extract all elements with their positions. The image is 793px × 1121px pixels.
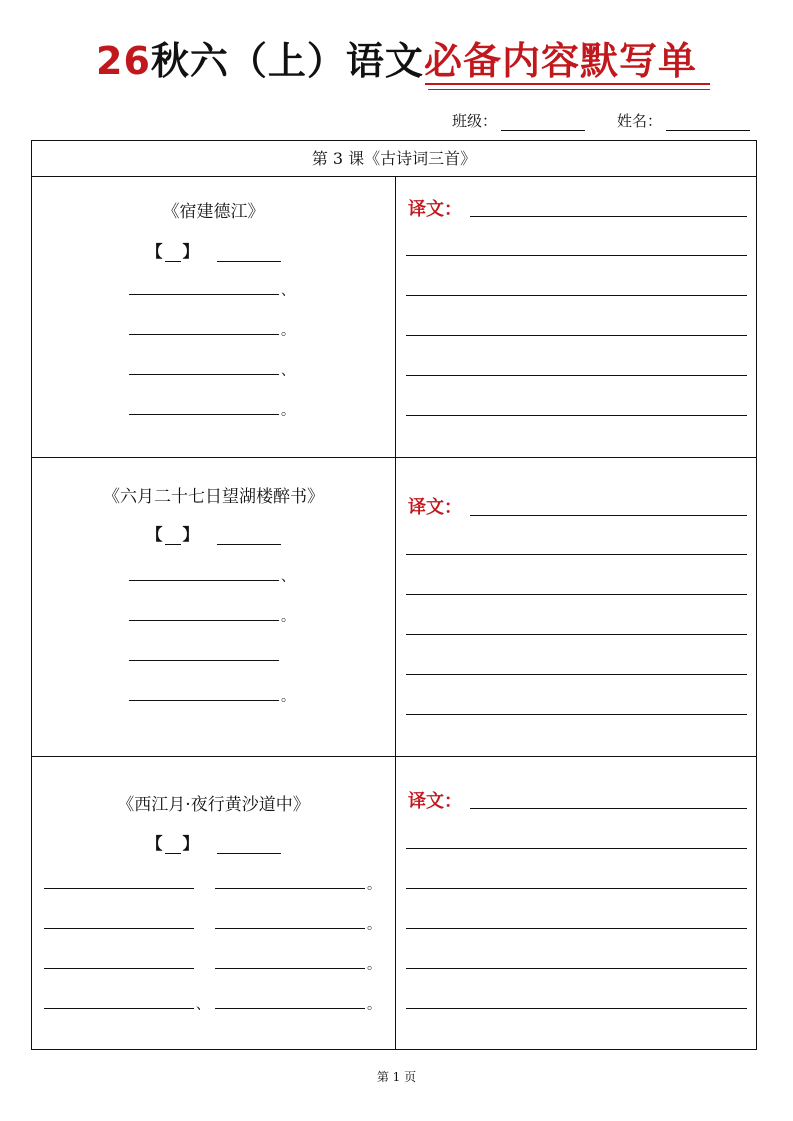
translation-line[interactable] (406, 714, 747, 715)
verse-blank[interactable] (129, 660, 279, 661)
bracket-open: 【 (146, 242, 163, 261)
bracket-close: 】 (182, 242, 199, 261)
class-field (452, 110, 585, 131)
title-underline (425, 83, 710, 85)
verse-punct: 。 (367, 877, 381, 893)
translation-line[interactable] (406, 674, 747, 675)
title-grade-subject: 秋六（上）语文 (150, 39, 424, 83)
lesson-title: 第 3 课《古诗词三首》 (32, 141, 756, 177)
translation-line[interactable] (406, 888, 747, 889)
author-blank[interactable] (217, 528, 281, 545)
verse-blank[interactable] (44, 1008, 194, 1009)
poem-title: 《西江月·夜行黄沙道中》 (117, 795, 310, 815)
translation-line[interactable] (406, 554, 747, 555)
translation-line[interactable] (406, 415, 747, 416)
dynasty-blank[interactable] (165, 530, 181, 545)
verse-blank[interactable] (129, 334, 279, 335)
translation-label: 译文： (408, 497, 462, 518)
bracket-open: 【 (146, 834, 163, 853)
row-divider (32, 756, 756, 757)
verse-blank[interactable] (129, 374, 279, 375)
verse-punct: 、 (281, 283, 295, 299)
title-sheet-name: 必备内容默写单 (423, 39, 697, 83)
verse-punct: 。 (281, 403, 295, 419)
verse-blank[interactable] (215, 928, 365, 929)
translation-line[interactable] (406, 1008, 747, 1009)
author-field (32, 831, 395, 854)
worksheet-table (31, 140, 757, 1050)
verse-blank[interactable] (215, 968, 365, 969)
verse-punct: 。 (281, 609, 295, 625)
verse-blank[interactable] (44, 888, 194, 889)
verse-punct: 。 (367, 957, 381, 973)
author-blank[interactable] (217, 245, 281, 262)
verse-blank[interactable] (44, 928, 194, 929)
translation-line[interactable] (406, 335, 747, 336)
verse-punct: 、 (281, 363, 295, 379)
name-blank[interactable] (666, 114, 750, 131)
class-blank[interactable] (501, 114, 585, 131)
title-underline-thin (428, 89, 710, 90)
translation-line[interactable] (406, 255, 747, 256)
author-blank[interactable] (217, 837, 281, 854)
verse-blank[interactable] (215, 1008, 365, 1009)
verse-punct: 。 (281, 689, 295, 705)
translation-line[interactable] (406, 375, 747, 376)
column-divider (395, 176, 396, 1049)
translation-line[interactable] (470, 216, 747, 217)
translation-line[interactable] (406, 634, 747, 635)
author-field (32, 522, 395, 545)
verse-punct: 、 (281, 569, 295, 585)
verse-punct: 、 (196, 997, 210, 1013)
verse-punct: 。 (281, 323, 295, 339)
verse-punct: 。 (367, 997, 381, 1013)
translation-line[interactable] (470, 515, 747, 516)
verse-blank[interactable] (129, 700, 279, 701)
translation-line[interactable] (406, 848, 747, 849)
translation-line[interactable] (406, 928, 747, 929)
poem-title: 《宿建德江》 (162, 202, 265, 222)
translation-label: 译文： (408, 199, 462, 220)
class-label: 班级： (452, 112, 498, 130)
translation-line[interactable] (406, 968, 747, 969)
author-field (32, 239, 395, 262)
verse-blank[interactable] (44, 968, 194, 969)
bracket-close: 】 (182, 525, 199, 544)
verse-blank[interactable] (215, 888, 365, 889)
dynasty-blank[interactable] (165, 839, 181, 854)
bracket-close: 】 (182, 834, 199, 853)
translation-line[interactable] (470, 808, 747, 809)
translation-line[interactable] (406, 594, 747, 595)
bracket-open: 【 (146, 525, 163, 544)
verse-blank[interactable] (129, 414, 279, 415)
title-year: 26 (96, 39, 151, 83)
translation-label: 译文： (408, 791, 462, 812)
poem-title: 《六月二十七日望湖楼醉书》 (103, 487, 324, 507)
verse-blank[interactable] (129, 580, 279, 581)
dynasty-blank[interactable] (165, 247, 181, 262)
verse-punct: 。 (367, 917, 381, 933)
translation-line[interactable] (406, 295, 747, 296)
name-label: 姓名： (617, 112, 663, 130)
page-number: 第 1 页 (376, 1070, 417, 1084)
verse-blank[interactable] (129, 620, 279, 621)
verse-blank[interactable] (129, 294, 279, 295)
row-divider (32, 457, 756, 458)
page-title (0, 30, 793, 85)
name-field (617, 110, 750, 131)
